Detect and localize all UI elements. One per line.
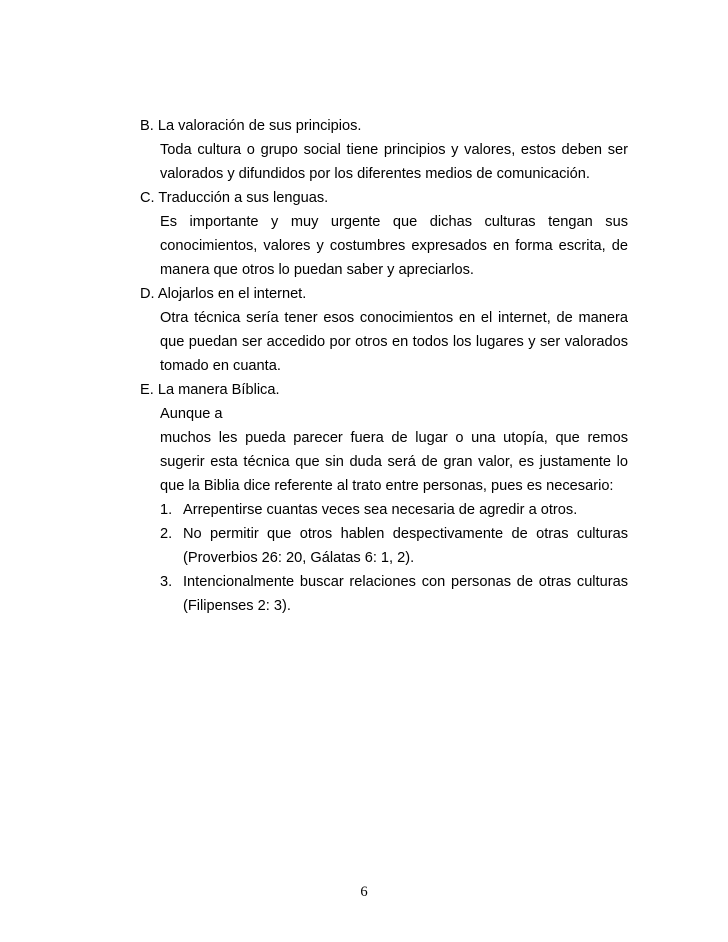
list-item-number: 3. xyxy=(160,574,173,590)
section-d-heading: D. Alojarlos en el internet. xyxy=(140,286,307,302)
list-item xyxy=(140,498,628,522)
list-item-continuation: (Proverbios 26: 20, Gálatas 6: 1, 2). xyxy=(183,550,415,566)
section-e-line: que la Biblia dice referente al trato entre personas, pues es necesario: xyxy=(160,478,614,494)
list-item-text: Intencionalmente buscar relaciones con personas de otras culturas xyxy=(183,574,628,590)
list-item xyxy=(140,522,628,546)
section-d-line: tomado en cuanta. xyxy=(160,358,281,374)
list-item-number: 2. xyxy=(160,526,173,542)
section-d-line: Otra técnica sería tener esos conocimientos en el internet, de manera xyxy=(160,310,628,326)
list-item-text: No permitir que otros hablen despectivamente de otras culturas xyxy=(183,526,628,542)
list-item xyxy=(140,570,628,594)
section-d-line: que puedan ser accedido por otros en todos los lugares y ser valorados xyxy=(160,334,628,350)
list-item-text: Arrepentirse cuantas veces sea necesaria de agredir a otros. xyxy=(183,502,578,518)
section-c-line: manera que otros lo puedan saber y apreciarlos. xyxy=(160,262,474,278)
section-e-line: sugerir esta técnica que sin duda será de gran valor, es justamente lo xyxy=(160,454,628,470)
section-c-heading: C. Traducción a sus lenguas. xyxy=(140,190,329,206)
list-item-continuation: (Filipenses 2: 3). xyxy=(183,598,291,614)
page-content xyxy=(140,114,628,618)
section-e-line: Aunque a xyxy=(160,406,223,422)
section-b-heading: B. La valoración de sus principios. xyxy=(140,118,362,134)
section-e-heading: E. La manera Bíblica. xyxy=(140,382,280,398)
section-c-line: Es importante y muy urgente que dichas culturas tengan sus xyxy=(160,214,628,230)
list-item-number: 1. xyxy=(160,502,173,518)
page-number: 6 xyxy=(360,884,368,900)
section-e-line: muchos les pueda parecer fuera de lugar o una utopía, que remos xyxy=(160,430,628,446)
section-b-line: valorados y difundidos por los diferentes medios de comunicación. xyxy=(160,166,590,182)
section-b-line: Toda cultura o grupo social tiene principios y valores, estos deben ser xyxy=(160,142,628,158)
section-c-line: conocimientos, valores y costumbres expresados en forma escrita, de xyxy=(160,238,628,254)
